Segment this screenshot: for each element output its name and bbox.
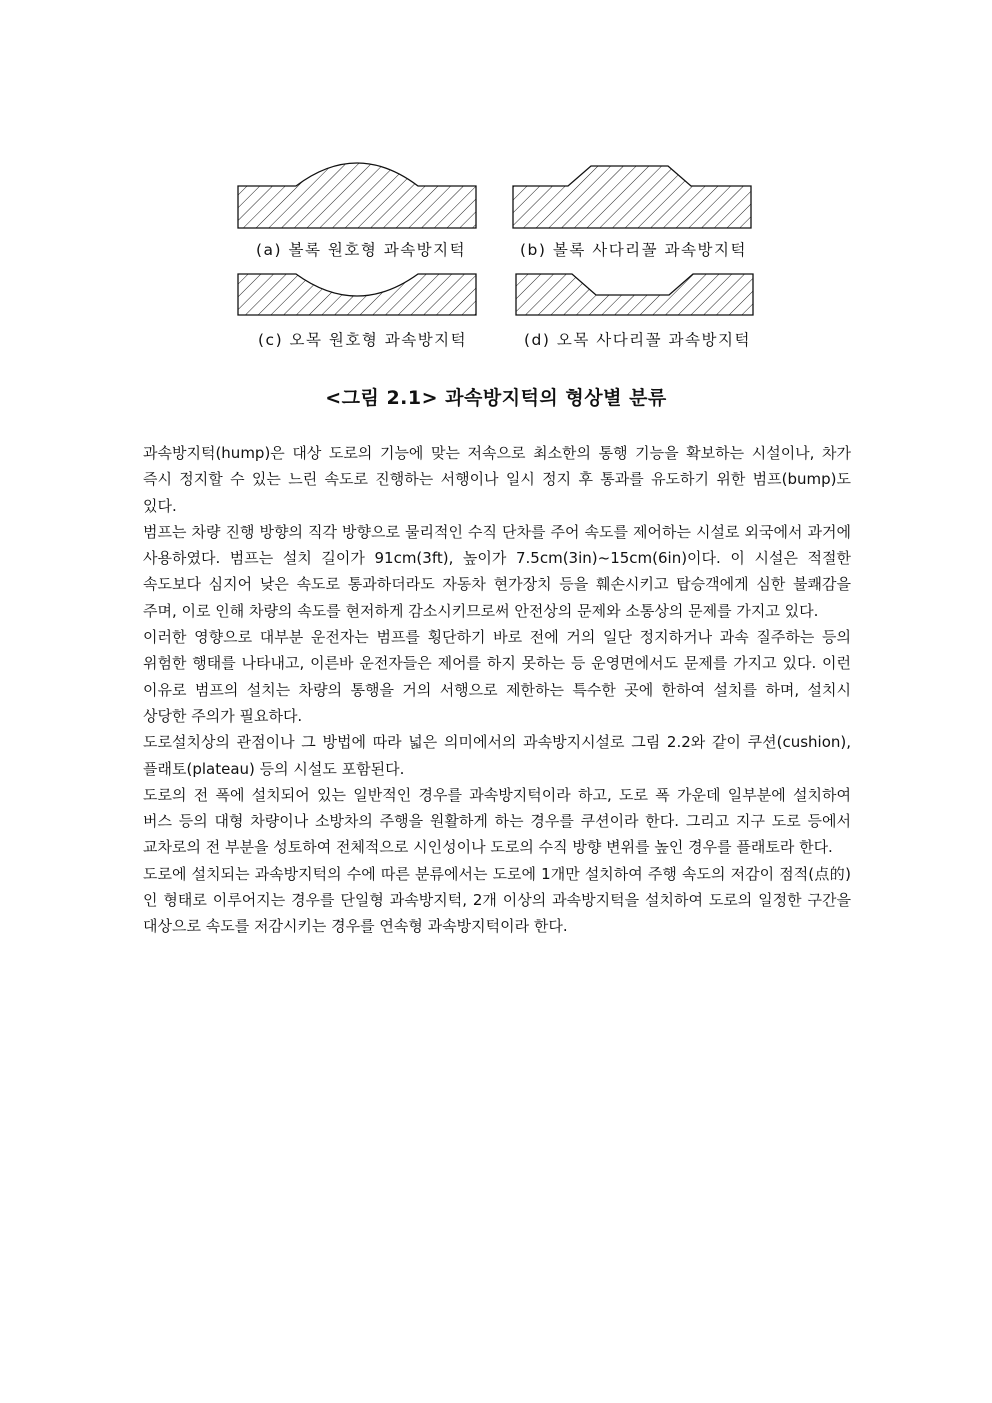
paragraph-6: 도로에 설치되는 과속방지턱의 수에 따른 분류에서는 도로에 1개만 설치하여 주행 속도의 저감이 점적(点的)인 형태로 이루어지는 경우를 단일형 과속방지턱, 2개 이상의 과속방지턱을 설치하여 도로의 일정한 구간을 대상으로 속도를 저감시키는 경우를 연속형 과속방지턱이라 한다. xyxy=(143,864,851,936)
paragraph-3: 이러한 영향으로 대부분 운전자는 범프를 횡단하기 바로 전에 거의 일단 정지하거나 과속 질주하는 등의 위험한 행태를 나타내고, 이른바 운전자들은 제어를 하지 못하는 등 운영면에서도 문제를 가지고 있다. 이런 이유로 범프의 설치는 차량의 통행을 거의 서행으로 제한하는 특수한 곳에 한하여 설치를 하며, 설치시 상당한 주의가 필요하다. xyxy=(143,628,851,725)
paragraph-1: 과속방지턱(hump)은 대상 도로의 기능에 맞는 저속으로 최소한의 통행 기능을 확보하는 시설이나, 차가 즉시 정지할 수 있는 느린 속도로 진행하는 서행이나 일시 정지 후 통과를 유도하기 위한 범프(bump)도 있다. xyxy=(143,444,851,515)
caption-b: (b) 볼록 사다리꼴 과속방지턱 xyxy=(520,241,747,259)
body-text xyxy=(143,440,851,940)
concave-trapezoid-hump-shape xyxy=(516,274,753,315)
convex-arc-hump-shape xyxy=(238,163,476,228)
paragraph-2: 범프는 차량 진행 방향의 직각 방향으로 물리적인 수직 단차를 주어 속도를 제어하는 시설로 외국에서 과거에 사용하였다. 범프는 설치 길이가 91cm(3ft), 높이가 7.5cm(3in)~15cm(6in)이다. 이 시설은 적절한 속도보다 심지어 낮은 속도로 통과하더라도 자동차 현가장치 등을 훼손시키고 탑승객에게 심한 불쾌감을 주며, 이로 인해 차량의 속도를 현저하게 감소시키므로써 안전상의 문제와 소통상의 문제를 가지고 있다. xyxy=(143,522,851,620)
caption-c: (c) 오목 원호형 과속방지턱 xyxy=(258,331,468,349)
caption-d: (d) 오목 사다리꼴 과속방지턱 xyxy=(524,331,751,349)
hump-shapes-diagram xyxy=(0,0,992,360)
caption-a: (a) 볼록 원호형 과속방지턱 xyxy=(256,241,467,259)
paragraph-5: 도로의 전 폭에 설치되어 있는 일반적인 경우를 과속방지턱이라 하고, 도로 폭 가운데 일부분에 설치하여 버스 등의 대형 차량이나 소방차의 주행을 원활하게 하는 경우를 쿠션이라 한다. 그리고 지구 도로 등에서 교차로의 전 부분을 성토하여 전체적으로 시인성이나 도로의 수직 방향 변위를 높인 경우를 플래토라 한다. xyxy=(143,785,851,857)
paragraph-4: 도로설치상의 관점이나 그 방법에 따라 넓은 의미에서의 과속방지시설로 그림 2.2와 같이 쿠션(cushion), 플래토(plateau) 등의 시설도 포함된다. xyxy=(143,733,851,778)
figure-title: <그림 2.1> 과속방지턱의 형상별 분류 xyxy=(325,387,667,409)
speed-hump-figure xyxy=(0,0,992,360)
concave-arc-hump-shape xyxy=(238,274,476,315)
convex-trapezoid-hump-shape xyxy=(513,166,751,228)
